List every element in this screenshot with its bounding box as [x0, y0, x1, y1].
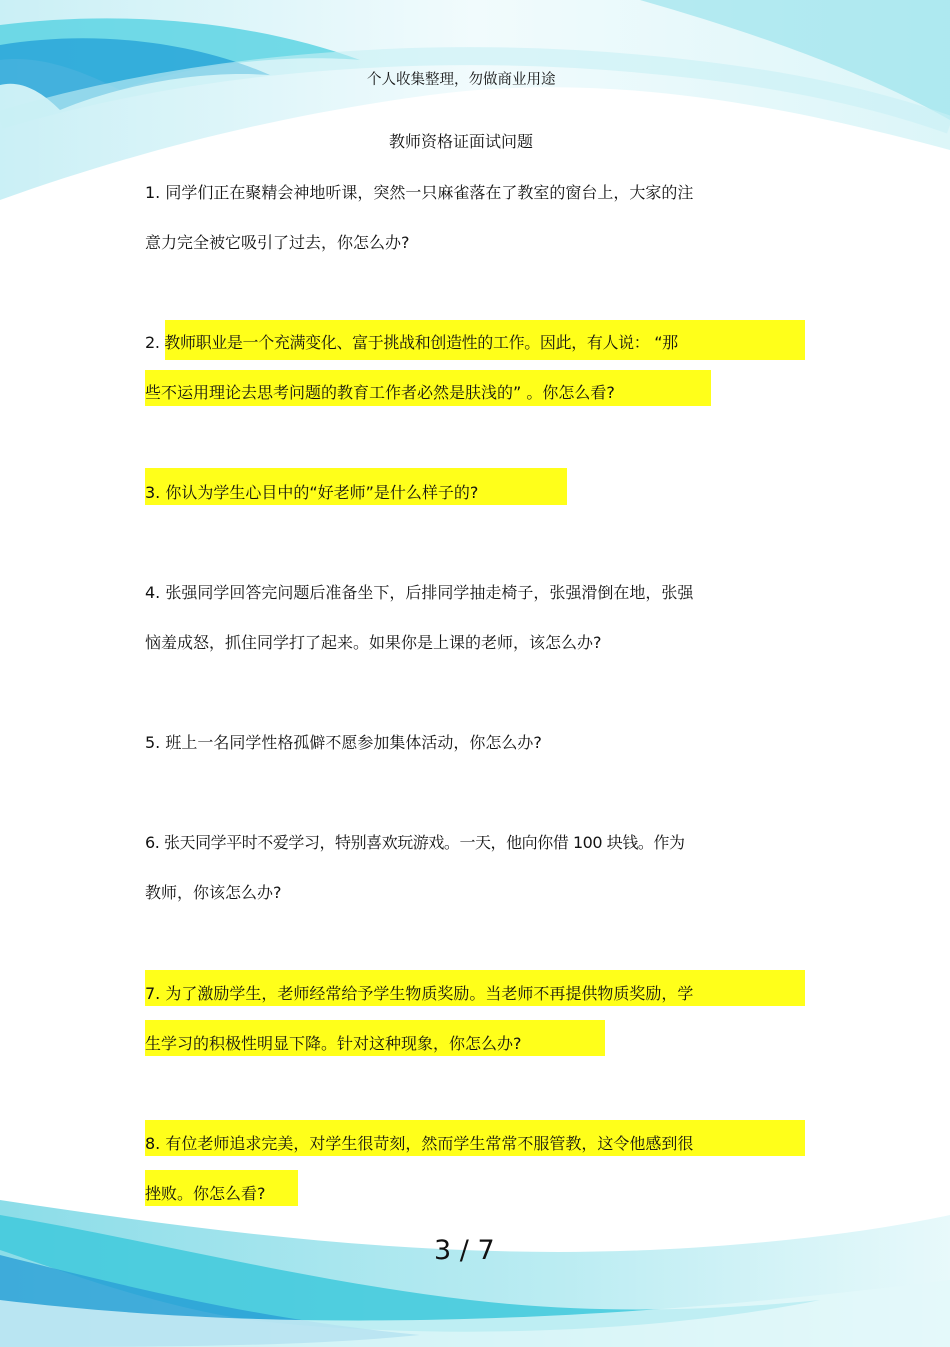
question-8-line-1: 8. 有位老师追求完美，对学生很苛刻，然而学生常常不服管教，这令他感到很: [145, 1134, 694, 1153]
question-4-line-2: 恼羞成怒，抓住同学打了起来。如果你是上课的老师，该怎么办?: [145, 633, 602, 652]
question-1-line-1: 1. 同学们正在聚精会神地听课，突然一只麻雀落在了教室的窗台上，大家的注: [145, 183, 694, 202]
document-title: 教师资格证面试问题: [389, 132, 534, 151]
question-8-line-2: 挫败。你怎么看?: [145, 1184, 266, 1203]
question-7-line-2: 生学习的积极性明显下降。针对这种现象，你怎么办?: [145, 1034, 522, 1053]
question-5-line-1: 5. 班上一名同学性格孤僻不愿参加集体活动，你怎么办?: [145, 733, 542, 752]
question-4-line-1: 4. 张强同学回答完问题后准备坐下，后排同学抽走椅子，张强滑倒在地，张强: [145, 583, 694, 602]
question-1-line-2: 意力完全被它吸引了过去，你怎么办?: [145, 233, 410, 252]
page-number: 3 / 7: [434, 1235, 495, 1266]
question-6-line-1: 6. 张天同学平时不爱学习，特别喜欢玩游戏。一天，他向你借 100 块钱。作为: [145, 833, 685, 852]
question-6-line-2: 教师，你该怎么办?: [145, 883, 282, 902]
question-3-line-1: 3. 你认为学生心目中的“好老师”是什么样子的?: [145, 483, 479, 502]
question-7-line-1: 7. 为了激励学生，老师经常给予学生物质奖励。当老师不再提供物质奖励，学: [145, 984, 694, 1003]
page-header-note: 个人收集整理，勿做商业用途: [367, 72, 556, 88]
question-2-line-1: 2. 教师职业是一个充满变化、富于挑战和创造性的工作。因此，有人说： “那: [145, 333, 678, 352]
question-2-line-2: 些不运用理论去思考问题的教育工作者必然是肤浅的” 。你怎么看?: [145, 383, 615, 402]
